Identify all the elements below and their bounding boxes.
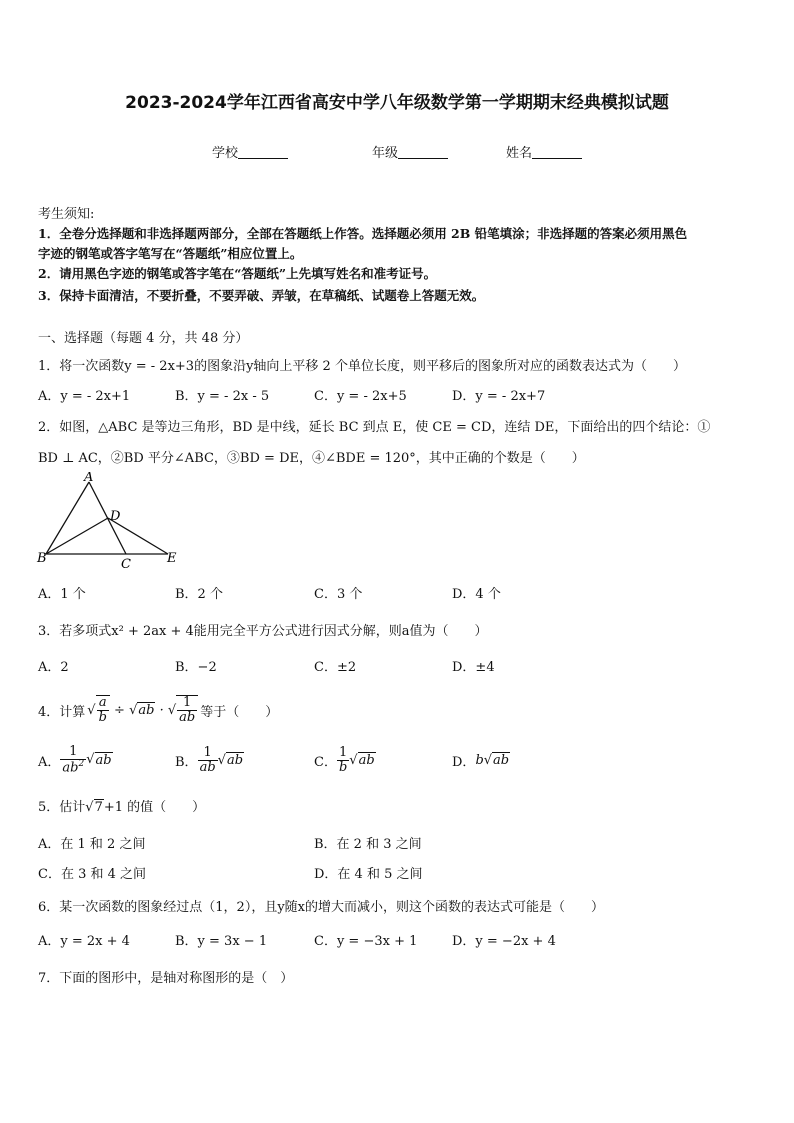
q5-option-b[interactable]: B．在 2 和 3 之间	[314, 837, 422, 852]
question-7-stem: 7．下面的图形中，是轴对称图形的是（ ）	[38, 971, 294, 986]
q2-option-d[interactable]: D．4 个	[452, 587, 501, 602]
school-blank	[238, 146, 288, 159]
school-field	[212, 142, 288, 161]
q4-option-a-letter: A．	[38, 754, 61, 770]
grade-blank	[398, 146, 448, 159]
name-field	[506, 142, 582, 161]
q5-option-a[interactable]: A．在 1 和 2 之间	[38, 837, 146, 852]
name-blank	[532, 146, 582, 159]
notice-item: 2．请用黑色字迹的钢笔或答字笔在“答题纸”上先填写姓名和准考证号。	[38, 266, 437, 281]
q3-option-a[interactable]: A．2	[38, 660, 69, 675]
notice-item: 3．保持卡面清洁，不要折叠，不要弄破、弄皱，在草稿纸、试题卷上答题无效。	[38, 288, 485, 303]
triangle-figure	[36, 472, 186, 572]
grade-label: 年级	[372, 146, 399, 161]
label-b: B	[37, 551, 47, 566]
label-a: A	[84, 472, 94, 485]
question-3-stem: 3．若多项式x² + 2ax + 4能用完全平方公式进行因式分解，则a值为（ ）	[38, 624, 488, 639]
q6-option-c[interactable]: C．y = −3x + 1	[314, 934, 418, 949]
q5-option-c[interactable]: C．在 3 和 4 之间	[38, 867, 147, 882]
grade-field	[372, 142, 448, 161]
section-heading: 一、选择题（每题 4 分，共 48 分）	[38, 331, 249, 346]
edge-ab	[46, 482, 89, 554]
q2-option-a[interactable]: A．1 个	[38, 587, 86, 602]
q5-option-d[interactable]: D．在 4 和 5 之间	[314, 867, 423, 882]
question-1-stem: 1．将一次函数y = - 2x+3的图象沿y轴向上平移 2 个单位长度，则平移后的图象所对应的函数表达式为（ ）	[38, 359, 686, 374]
q4-option-a[interactable]: A． $\frac{1}{ab^2}$ √ ab	[38, 744, 112, 776]
segment-bd	[46, 518, 108, 554]
q4-option-b-letter: B．	[175, 754, 198, 770]
q3-option-c[interactable]: C．±2	[314, 660, 357, 675]
q4-option-b[interactable]: B． $\frac{1}{ab}$ √ ab	[175, 744, 244, 775]
label-c: C	[121, 557, 131, 572]
q4-option-c-letter: C．	[314, 754, 337, 770]
notice-item: 字迹的钢笔或答字笔写在“答题纸”相应位置上。	[38, 246, 303, 261]
question-2-stem-line2: BD ⊥ AC，②BD 平分∠ABC，③BD = DE，④∠BDE = 120°，其中正确的个数是（ ）	[38, 451, 585, 466]
q4-option-d[interactable]: D． b√ab	[452, 752, 510, 770]
label-e: E	[167, 551, 177, 566]
q1-option-d[interactable]: D．y = - 2x+7	[452, 389, 546, 404]
notice-item: 1．全卷分选择题和非选择题两部分，全部在答题纸上作答。选择题必须用 2B 铅笔填涂；非选择题的答案必须用黑色	[38, 226, 688, 241]
q4-expression: √ $\frac{a}{b}$ ÷ √ ab · √ $\frac{1}{ab}$	[87, 695, 198, 724]
q6-option-b[interactable]: B．y = 3x − 1	[175, 934, 268, 949]
q6-option-a[interactable]: A．y = 2x + 4	[38, 934, 130, 949]
q2-option-c[interactable]: C．3 个	[314, 587, 363, 602]
q6-option-d[interactable]: D．y = −2x + 4	[452, 934, 556, 949]
q1-option-a[interactable]: A．y = - 2x+1	[38, 389, 131, 404]
question-4-stem	[38, 690, 278, 730]
q4-option-d-letter: D．	[452, 754, 476, 770]
question-6-stem: 6．某一次函数的图象经过点（1，2），且y随x的增大而减小，则这个函数的表达式可能是（ ）	[38, 900, 604, 915]
q4-option-c[interactable]: C． $\frac{1}{b}$ √ ab	[314, 744, 375, 775]
q5-radical: √7	[85, 800, 103, 815]
q1-option-b[interactable]: B．y = - 2x - 5	[175, 389, 270, 404]
notice-heading: 考生须知:	[38, 207, 95, 222]
question-5-stem	[38, 796, 205, 815]
q5-stem-prefix: 5．估计	[38, 800, 86, 815]
q2-option-b[interactable]: B．2 个	[175, 587, 223, 602]
name-label: 姓名	[506, 146, 533, 161]
q5-stem-suffix: +1 的值（ ）	[103, 800, 206, 815]
q3-option-d[interactable]: D．±4	[452, 660, 495, 675]
page-title: 2023-2024学年江西省高安中学八年级数学第一学期期末经典模拟试题	[125, 93, 669, 113]
q4-stem-prefix: 4．计算	[38, 704, 86, 720]
label-d: D	[110, 509, 121, 524]
school-label: 学校	[212, 146, 239, 161]
q3-option-b[interactable]: B．−2	[175, 660, 217, 675]
question-2-stem-line1: 2．如图，△ABC 是等边三角形，BD 是中线，延长 BC 到点 E，使 CE = CD，连结 DE，下面给出的四个结论：①	[38, 420, 711, 435]
q4-stem-suffix: 等于（ ）	[200, 704, 279, 720]
q1-option-c[interactable]: C．y = - 2x+5	[314, 389, 407, 404]
